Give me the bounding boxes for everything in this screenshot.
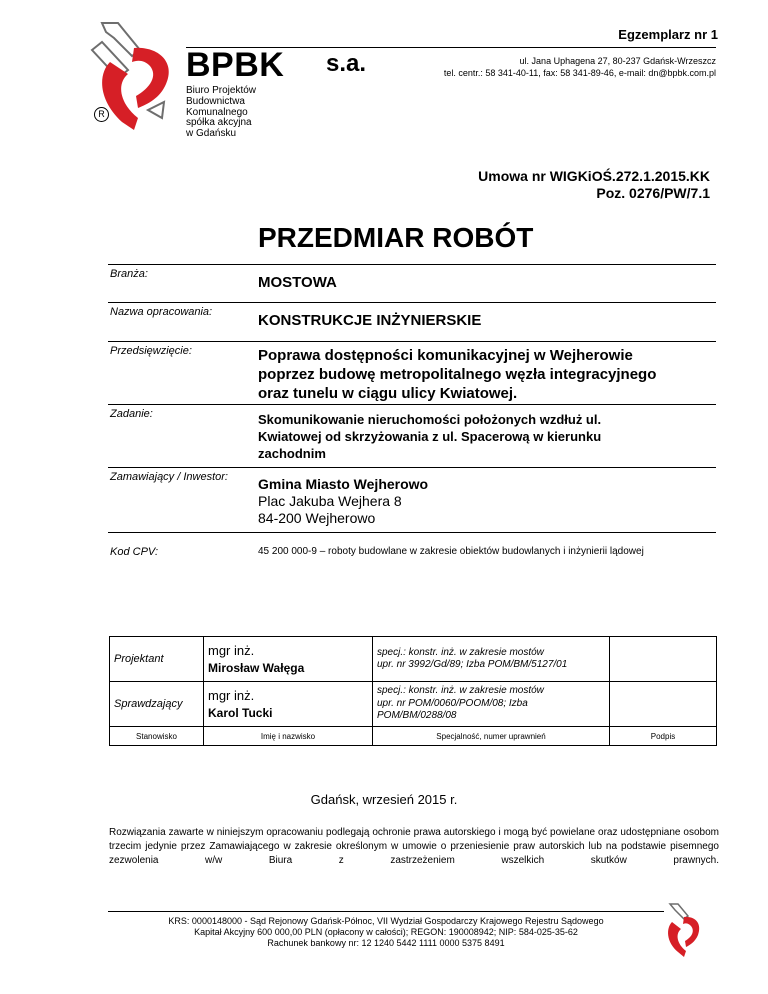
- person-title: mgr inż.: [208, 642, 255, 658]
- brand-suffix: s.a.: [326, 50, 367, 77]
- document-title: PRZEDMIAR ROBÓT: [258, 222, 534, 253]
- text-line: zachodnim: [258, 446, 326, 461]
- text-line: Skomunikowanie nieruchomości położonych wzdłuż ul.: [258, 412, 602, 427]
- divider: [108, 532, 716, 533]
- brand-name: BPBK: [186, 46, 285, 84]
- divider: [108, 404, 716, 405]
- company-line: Biuro Projektów: [186, 85, 257, 96]
- investor-name: Gmina Miasto Wejherowo: [258, 476, 429, 492]
- header-divider: [186, 47, 716, 48]
- company-full-name: [186, 86, 286, 140]
- spec-line: specj.: konstr. inż. w zakresie mostów: [377, 646, 544, 658]
- divider: [108, 264, 716, 265]
- column-header: Podpis: [610, 727, 717, 746]
- text-line: Kwiatowej od skrzyżowania z ul. Spacerową w kierunku: [258, 429, 602, 444]
- company-line: Budownictwa: [186, 95, 245, 107]
- company-address: [444, 55, 716, 79]
- signature-table: [109, 636, 717, 746]
- investor-address-line: Plac Jakuba Wejhera 8: [258, 493, 402, 509]
- place-and-date: Gdańsk, wrzesień 2015 r.: [310, 792, 458, 807]
- investor-address-line: 84-200 Wejherowo: [258, 510, 376, 526]
- cpv-value: 45 200 000-9 – roboty budowlane w zakresie obiektów budowlanych i inżynierii lądowej: [258, 546, 644, 557]
- spec-line: specj.: konstr. inż. w zakresie mostów: [377, 685, 544, 697]
- zamawiajacy-label: Zamawiający / Inwestor:: [110, 471, 228, 483]
- role-cell: Projektant: [110, 637, 204, 682]
- text-line: oraz tunelu w ciągu ulicy Kwiatowej.: [258, 385, 518, 402]
- person-name: Mirosław Wałęga: [208, 660, 305, 675]
- footer-logo-icon: [662, 902, 702, 958]
- column-header: Specjalność, numer uprawnień: [373, 727, 610, 746]
- signature-cell: [610, 682, 717, 727]
- spec-cell: [373, 637, 610, 682]
- przedsiewziecie-value: [258, 346, 656, 403]
- table-row: [110, 637, 717, 682]
- contract-line: Umowa nr WIGKiOŚ.272.1.2015.KK: [478, 168, 710, 184]
- contract-number: [478, 168, 710, 201]
- company-line: Komunalnego: [186, 106, 248, 118]
- copyright-notice: Rozwiązania zawarte w niniejszym opracowaniu podlegają ochronie prawa autorskiego i mogą być powielane oraz udostępniane osobom trzecim jedynie przez Zamawiającego w zakresie określonym w umowie o przeniesienie praw autorskich lub na podstawie pisemnego zezwolenia w/w Biura z zastrzeżeniem wszelkich skutków prawnych.: [109, 827, 719, 866]
- table-header-row: [110, 727, 717, 746]
- spec-line: POM/BM/0288/08: [377, 710, 457, 722]
- column-header: Stanowisko: [110, 727, 204, 746]
- company-line: spółka akcyjna: [186, 117, 252, 129]
- nazwa-label: Nazwa opracowania:: [110, 306, 213, 318]
- company-line: w Gdańsku: [186, 128, 237, 140]
- registered-mark-icon: R: [94, 107, 109, 122]
- footer-line: Rachunek bankowy nr: 12 1240 5442 1111 0000 5375 8491: [267, 938, 505, 948]
- column-header: Imię i nazwisko: [204, 727, 373, 746]
- divider: [108, 302, 716, 303]
- person-name: Karol Tucki: [208, 705, 273, 720]
- spec-cell: [373, 682, 610, 727]
- address-line: ul. Jana Uphagena 27, 80-237 Gdańsk-Wrzeszcz: [519, 56, 716, 66]
- address-line: tel. centr.: 58 341-40-11, fax: 58 341-89-46, e-mail: dn@bpbk.com.pl: [443, 68, 716, 78]
- copy-label: Egzemplarz nr 1: [618, 27, 718, 42]
- cpv-label: Kod CPV:: [110, 546, 159, 558]
- przedsiewziecie-label: Przedsięwzięcie:: [110, 345, 192, 357]
- signature-cell: [610, 637, 717, 682]
- name-cell: [204, 637, 373, 682]
- footer-line: KRS: 0000148000 - Sąd Rejonowy Gdańsk-Północ, VII Wydział Gospodarczy Krajowego Rejestru Sądowego: [168, 916, 604, 926]
- nazwa-value: KONSTRUKCJE INŻYNIERSKIE: [258, 312, 482, 329]
- spec-line: upr. nr 3992/Gd/89; Izba POM/BM/5127/01: [377, 659, 568, 670]
- spec-line: upr. nr POM/0060/POOM/08; Izba: [377, 697, 528, 709]
- divider: [108, 467, 716, 468]
- zadanie-value: [258, 411, 601, 462]
- person-title: mgr inż.: [208, 687, 255, 703]
- zamawiajacy-value: [258, 476, 428, 527]
- footer-divider: [108, 911, 664, 912]
- branza-value: MOSTOWA: [258, 274, 337, 291]
- branza-label: Branża:: [110, 268, 148, 280]
- table-row: [110, 682, 717, 727]
- role-cell: Sprawdzający: [110, 682, 204, 727]
- contract-position: Poz. 0276/PW/7.1: [596, 184, 710, 201]
- footer-registry: [108, 916, 664, 949]
- zadanie-label: Zadanie:: [110, 408, 153, 420]
- text-line: poprzez budowę metropolitalnego węzła integracyjnego: [258, 366, 657, 383]
- name-cell: [204, 682, 373, 727]
- divider: [108, 341, 716, 342]
- text-line: Poprawa dostępności komunikacyjnej w Wejherowie: [258, 347, 633, 364]
- footer-line: Kapitał Akcyjny 600 000,00 PLN (opłacony w całości); REGON: 190008942; NIP: 584-025-35-62: [194, 927, 578, 937]
